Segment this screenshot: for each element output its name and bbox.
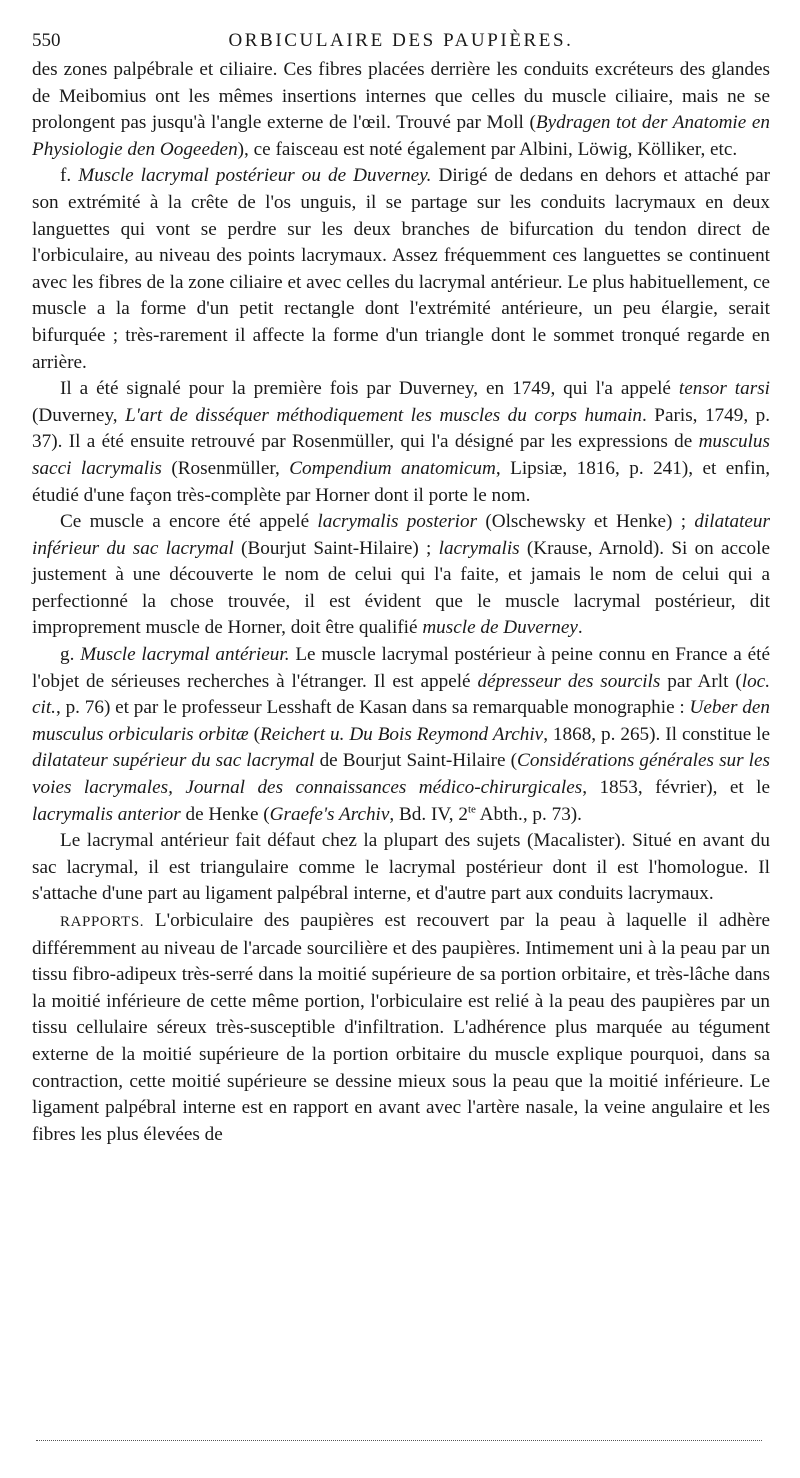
- paragraph: [32, 828, 770, 908]
- body-text: [32, 57, 770, 1148]
- text-span: Dirigé de dedans en dehors et attaché par son extrémité à la crête de l'os unguis, il se partage sur les conduits lacrymaux en deux languettes qui vont se perdre sur les deux branches de bifurcation du tendon direct de l'orbiculaire, au niveau des points lacrymaux. Assez fréquemment ces languettes se continuent avec les fibres de la zone ciliaire et avec celles du lacrymal antérieur. Le plus habituellement, ce muscle a la forme d'un petit rectangle dont l'extrémité antérieure, un peu élargie, serait bifurquée ; très-rarement il affecte la forme d'un triangle dont le sommet tronqué regarde en arrière.: [32, 165, 770, 373]
- italic-span: dilatateur supérieur du sac lacrymal: [32, 750, 315, 772]
- page-number: 550: [32, 30, 61, 51]
- running-title: ORBICULAIRE DES PAUPIÈRES.: [228, 30, 574, 51]
- paragraph: [32, 509, 770, 642]
- text-span: (Duverney,: [32, 404, 126, 426]
- text-span: g.: [60, 644, 81, 666]
- text-span: Le muscle lacrymal postérieur à peine connu en France a été l'objet de sérieuses recherches à l'étranger. Il est appelé: [32, 644, 770, 692]
- italic-span: loc. cit.: [32, 670, 770, 719]
- italic-span: dilatateur inférieur du sac lacrymal: [32, 511, 770, 559]
- italic-span: Considérations générales sur les voies lacrymales, Journal des connaissances médico-chirurgicales: [32, 750, 770, 799]
- italic-span: lacrymalis posterior: [317, 511, 478, 533]
- text-span: des zones palpébrale et ciliaire. Ces fibres placées derrière les conduits excréteurs des glandes de Meibomius ont les mêmes insertions internes que celles du muscle ciliaire, mais ne se prolongent pas jusqu'à l'angle externe de l'œil. Trouvé par Moll (: [32, 59, 770, 134]
- footer-dotted-rule: [36, 1440, 762, 1441]
- text-span: , Bd. IV, 2: [389, 803, 468, 825]
- text-span: de Bourjut Saint-Hilaire (: [314, 750, 518, 772]
- paragraph: [32, 163, 770, 376]
- italic-span: Muscle lacrymal postérieur ou de Duverney.: [78, 165, 432, 187]
- italic-span: Ueber den musculus orbicularis orbitæ: [32, 697, 771, 745]
- italic-span: Graefe's Archiv: [269, 803, 390, 825]
- book-page: [32, 24, 770, 1148]
- italic-span: Compendium anatomicum: [289, 457, 496, 479]
- italic-span: lacrymalis: [438, 537, 520, 559]
- text-span: (Krause, Arnold). Si on accole justement à une découverte le nom de celui qui l'a faite, et jamais le nom de celui qui a perfectionné la chose trouvée, il est évident que le muscle lacrymal postérieur, dit improprement muscle de Horner, doit être qualifié: [32, 537, 770, 639]
- running-head: [32, 24, 770, 54]
- text-span: Abth., p. 73).: [475, 803, 582, 825]
- small-caps-heading: RAPPORTS.: [60, 914, 145, 930]
- italic-span: L'art de disséquer méthodiquement les muscles du corps humain: [125, 404, 643, 426]
- text-span: Ce muscle a encore été appelé: [60, 511, 318, 533]
- paragraph: [32, 642, 770, 828]
- text-span: . Paris, 1749, p. 37). Il a été ensuite retrouvé par Rosenmüller, qui l'a désigné par les expressions de: [32, 404, 771, 453]
- text-span: ), ce faisceau est noté également par Albini, Löwig, Kölliker, etc.: [237, 138, 738, 160]
- text-span: (Olschewsky et Henke) ;: [477, 511, 695, 533]
- italic-span: Bydragen tot der Anatomie en Physiologie den Oogeeden: [32, 112, 770, 160]
- text-span: , 1868, p. 265). Il constitue le: [543, 723, 771, 745]
- paragraph: [32, 908, 770, 1148]
- text-span: (Rosenmüller,: [161, 457, 290, 479]
- paragraph: [32, 376, 770, 509]
- italic-span: muscle de Duverney: [422, 617, 578, 639]
- italic-span: musculus sacci lacrymalis: [32, 431, 770, 479]
- text-span: (Bourjut Saint-Hilaire) ;: [233, 537, 439, 559]
- text-span: L'orbiculaire des paupières est recouvert par la peau à laquelle il adhère différemment au niveau de l'arcade sourcilière et des paupières. Intimement uni à la peau par un tissu fibro-adipeux très-serré dans la moitié supérieure de sa portion orbitaire, et très-lâche dans la moitié inférieure de cette même portion, l'orbiculaire est relié à la peau des paupières par un tissu cellulaire séreux très-susceptible d'infiltration. L'adhérence plus marquée au tégument externe de la moitié supérieure de la portion orbitaire du muscle explique pourquoi, dans sa contraction, cette moitié supérieure se dessine mieux sous la peau que la moitié inférieure. Le ligament palpébral interne est en rapport en avant avec l'artère nasale, la veine angulaire et les fibres les plus élevées de: [32, 910, 770, 1145]
- text-span: f.: [60, 165, 79, 187]
- italic-span: tensor tarsi: [678, 378, 770, 400]
- italic-span: lacrymalis anterior: [32, 803, 181, 825]
- text-span: , Lipsiæ, 1816, p. 241), et enfin, étudié d'une façon très-complète par Horner dont il porte le nom.: [32, 457, 770, 506]
- italic-span: Reichert u. Du Bois Reymond Archiv: [260, 723, 544, 745]
- text-span: de Henke (: [180, 803, 270, 825]
- text-span: par Arlt (: [660, 670, 742, 692]
- italic-span: Muscle lacrymal antérieur.: [80, 644, 290, 666]
- text-span: , 1853, février), et le: [582, 777, 770, 799]
- paragraph: [32, 57, 770, 163]
- text-span: , p. 76) et par le professeur Lesshaft de Kasan dans sa remarquable monographie :: [55, 697, 690, 719]
- italic-span: dépresseur des sourcils: [477, 670, 661, 692]
- text-span: Il a été signalé pour la première fois par Duverney, en 1749, qui l'a appelé: [60, 378, 679, 400]
- superscript: te: [467, 803, 476, 816]
- text-span: Le lacrymal antérieur fait défaut chez la plupart des sujets (Macalister). Situé en avant du sac lacrymal, il est triangulaire comme le lacrymal postérieur dont il est l'homologue. Il s'attache d'une part au ligament palpébral interne, et d'autre part aux conduits lacrymaux.: [32, 830, 770, 905]
- text-span: .: [577, 617, 583, 639]
- text-span: (: [248, 723, 261, 745]
